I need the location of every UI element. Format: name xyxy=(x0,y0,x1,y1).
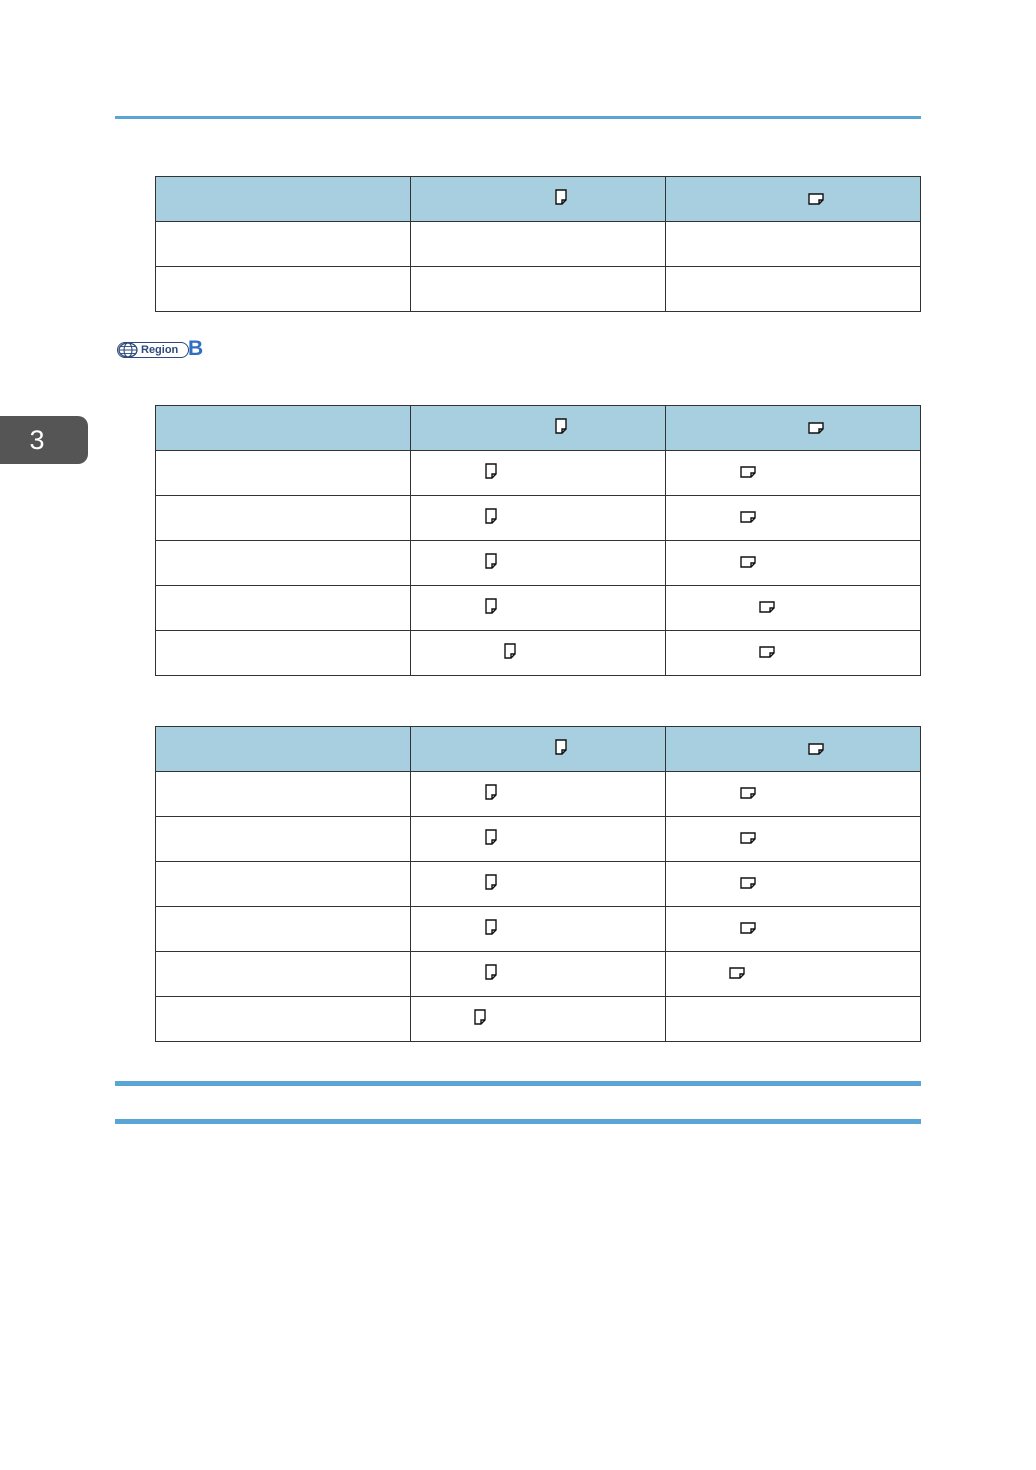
table-cell xyxy=(411,631,666,676)
table-cell xyxy=(411,541,666,586)
landscape-paper-icon xyxy=(740,832,756,844)
table-cell xyxy=(666,952,921,997)
section-rule-top xyxy=(115,1081,921,1086)
table-cell xyxy=(411,496,666,541)
region-badge xyxy=(117,337,207,360)
table-cell xyxy=(156,267,411,312)
landscape-paper-icon xyxy=(740,922,756,934)
header-rule xyxy=(115,116,921,119)
landscape-paper-icon xyxy=(740,511,756,523)
table-cell xyxy=(156,451,411,496)
portrait-paper-icon xyxy=(555,418,567,434)
table-row xyxy=(156,222,921,267)
table-cell xyxy=(411,727,666,772)
globe-icon xyxy=(118,342,138,363)
table-cell xyxy=(666,177,921,222)
portrait-paper-icon xyxy=(485,553,497,569)
table-cell xyxy=(411,451,666,496)
table-cell xyxy=(666,862,921,907)
table-cell xyxy=(666,586,921,631)
table-cell xyxy=(156,541,411,586)
portrait-paper-icon xyxy=(485,964,497,980)
portrait-paper-icon xyxy=(485,598,497,614)
landscape-paper-icon xyxy=(740,787,756,799)
paper-size-table-1 xyxy=(155,176,921,312)
chapter-tab xyxy=(0,416,88,464)
table-cell xyxy=(411,222,666,267)
table-cell xyxy=(666,267,921,312)
landscape-paper-icon xyxy=(740,466,756,478)
table-cell xyxy=(156,862,411,907)
table-cell xyxy=(666,222,921,267)
table-cell xyxy=(156,952,411,997)
table-row xyxy=(156,586,921,631)
portrait-paper-icon xyxy=(555,189,567,205)
table-cell xyxy=(666,907,921,952)
table-row xyxy=(156,862,921,907)
region-letter: B xyxy=(188,337,204,360)
table-cell xyxy=(666,631,921,676)
table-cell xyxy=(666,541,921,586)
landscape-paper-icon xyxy=(729,967,745,979)
table-cell xyxy=(411,817,666,862)
landscape-paper-icon xyxy=(808,743,824,755)
table-cell xyxy=(666,451,921,496)
table-cell xyxy=(666,496,921,541)
table-row xyxy=(156,496,921,541)
portrait-paper-icon xyxy=(485,508,497,524)
table-cell xyxy=(156,222,411,267)
table-cell xyxy=(411,267,666,312)
landscape-paper-icon xyxy=(808,193,824,205)
table-cell xyxy=(411,907,666,952)
table-cell xyxy=(411,862,666,907)
table-cell xyxy=(411,177,666,222)
table-row xyxy=(156,451,921,496)
portrait-paper-icon xyxy=(555,739,567,755)
landscape-paper-icon xyxy=(740,556,756,568)
landscape-paper-icon xyxy=(808,422,824,434)
portrait-paper-icon xyxy=(485,874,497,890)
section-rule-bottom xyxy=(115,1119,921,1124)
table-cell xyxy=(411,586,666,631)
table-cell xyxy=(156,772,411,817)
paper-size-table-3 xyxy=(155,726,921,1042)
table-cell xyxy=(156,631,411,676)
region-label: Region xyxy=(141,344,179,356)
table-cell xyxy=(156,586,411,631)
table-cell xyxy=(666,727,921,772)
table-cell xyxy=(156,177,411,222)
table-cell xyxy=(156,496,411,541)
portrait-paper-icon xyxy=(485,829,497,845)
table-row xyxy=(156,952,921,997)
table-cell xyxy=(666,406,921,451)
table-cell xyxy=(156,727,411,772)
paper-size-table-2 xyxy=(155,405,921,676)
table-header-row xyxy=(156,727,921,772)
landscape-paper-icon xyxy=(759,601,775,613)
table-header-row xyxy=(156,406,921,451)
table-row xyxy=(156,541,921,586)
portrait-paper-icon xyxy=(474,1009,486,1025)
landscape-paper-icon xyxy=(759,646,775,658)
table-row xyxy=(156,997,921,1042)
table-cell xyxy=(411,772,666,817)
table-cell xyxy=(666,997,921,1042)
table-cell xyxy=(156,907,411,952)
portrait-paper-icon xyxy=(485,784,497,800)
table-row xyxy=(156,267,921,312)
table-row xyxy=(156,907,921,952)
chapter-number: 3 xyxy=(29,425,45,455)
table-cell xyxy=(411,997,666,1042)
table-cell xyxy=(666,817,921,862)
table-cell xyxy=(156,406,411,451)
table-cell xyxy=(156,817,411,862)
table-row xyxy=(156,631,921,676)
table-header-row xyxy=(156,177,921,222)
table-cell xyxy=(156,997,411,1042)
portrait-paper-icon xyxy=(485,919,497,935)
table-row xyxy=(156,817,921,862)
table-cell xyxy=(411,406,666,451)
table-cell xyxy=(666,772,921,817)
portrait-paper-icon xyxy=(485,463,497,479)
table-row xyxy=(156,772,921,817)
portrait-paper-icon xyxy=(504,643,516,659)
landscape-paper-icon xyxy=(740,877,756,889)
table-cell xyxy=(411,952,666,997)
